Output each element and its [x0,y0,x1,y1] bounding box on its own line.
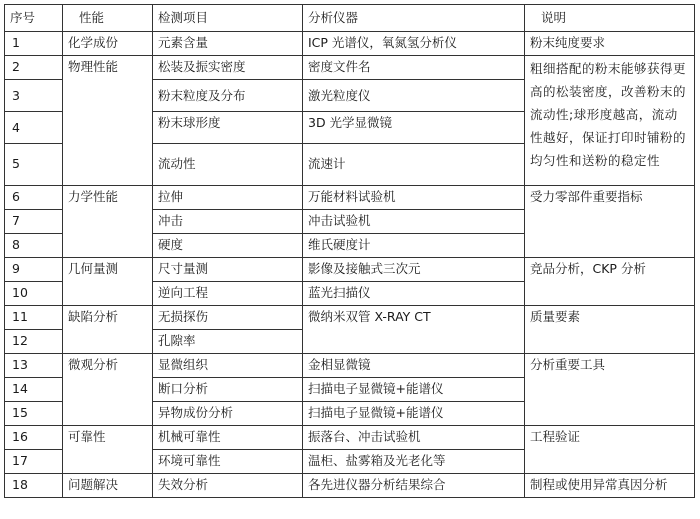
note-cell: 竞品分析，CKP 分析 [525,258,695,306]
table-row [5,306,695,330]
property-cell: 可靠性 [63,426,153,474]
instrument-cell: 维氏硬度计 [303,234,525,258]
instrument-cell: 振落台、冲击试验机 [303,426,525,450]
property-cell: 化学成份 [63,32,153,56]
table-row [5,258,695,282]
row-number: 15 [5,402,63,426]
header-instrument: 分析仪器 [303,5,525,32]
property-cell: 缺陷分析 [63,306,153,354]
instrument-cell: 万能材料试验机 [303,186,525,210]
item-cell: 无损探伤 [153,306,303,330]
instrument-cell: 微纳米双管 X-RAY CT [303,306,525,354]
item-cell: 松装及振实密度 [153,56,303,80]
note-cell: 粗细搭配的粉末能够获得更高的松装密度，改善粉末的流动性;球形度越高，流动性越好，保证打印时铺粉的均匀性和送粉的稳定性 [525,56,695,186]
item-cell: 逆向工程 [153,282,303,306]
note-cell: 分析重要工具 [525,354,695,426]
item-cell: 孔隙率 [153,330,303,354]
item-cell: 元素含量 [153,32,303,56]
performance-testing-table [4,4,695,498]
header-no: 序号 [5,5,63,32]
item-cell: 拉伸 [153,186,303,210]
note-cell: 质量要素 [525,306,695,354]
instrument-cell: 冲击试验机 [303,210,525,234]
instrument-cell: 扫描电子显微镜+能谱仪 [303,378,525,402]
row-number: 16 [5,426,63,450]
table-header-row [5,5,695,32]
table-row [5,354,695,378]
property-cell: 问题解决 [63,474,153,498]
row-number: 18 [5,474,63,498]
row-number: 12 [5,330,63,354]
row-number: 5 [5,144,63,186]
property-cell: 力学性能 [63,186,153,258]
instrument-cell: 金相显微镜 [303,354,525,378]
item-cell: 机械可靠性 [153,426,303,450]
row-number: 11 [5,306,63,330]
item-cell: 异物成份分析 [153,402,303,426]
row-number: 10 [5,282,63,306]
instrument-cell: 密度文件名 [303,56,525,80]
note-cell: 受力零部件重要指标 [525,186,695,258]
row-number: 9 [5,258,63,282]
row-number: 4 [5,112,63,144]
row-number: 2 [5,56,63,80]
instrument-cell: 影像及接触式三次元 [303,258,525,282]
instrument-cell: 各先进仪器分析结果综合 [303,474,525,498]
note-cell: 工程验证 [525,426,695,474]
table-row [5,426,695,450]
header-item: 检测项目 [153,5,303,32]
property-cell: 几何量测 [63,258,153,306]
item-cell: 断口分析 [153,378,303,402]
row-number: 13 [5,354,63,378]
row-number: 7 [5,210,63,234]
header-property: 性能 [63,5,153,32]
instrument-cell: ICP 光谱仪，氧氮氢分析仪 [303,32,525,56]
instrument-cell: 3D 光学显微镜 [303,112,525,144]
row-number: 1 [5,32,63,56]
property-cell: 物理性能 [63,56,153,186]
row-number: 3 [5,80,63,112]
instrument-cell: 温柜、盐雾箱及光老化等 [303,450,525,474]
row-number: 17 [5,450,63,474]
item-cell: 硬度 [153,234,303,258]
row-number: 6 [5,186,63,210]
instrument-cell: 扫描电子显微镜+能谱仪 [303,402,525,426]
instrument-cell: 流速计 [303,144,525,186]
table-row [5,32,695,56]
table-row [5,186,695,210]
table-row [5,474,695,498]
instrument-cell: 激光粒度仪 [303,80,525,112]
header-note: 说明 [525,5,695,32]
item-cell: 环境可靠性 [153,450,303,474]
item-cell: 失效分析 [153,474,303,498]
note-cell: 制程或使用异常真因分析 [525,474,695,498]
row-number: 14 [5,378,63,402]
item-cell: 冲击 [153,210,303,234]
table-row [5,56,695,80]
row-number: 8 [5,234,63,258]
performance-testing-table-container [4,4,695,498]
property-cell: 微观分析 [63,354,153,426]
item-cell: 显微组织 [153,354,303,378]
item-cell: 流动性 [153,144,303,186]
item-cell: 粉末粒度及分布 [153,80,303,112]
instrument-cell: 蓝光扫描仪 [303,282,525,306]
note-cell: 粉末纯度要求 [525,32,695,56]
item-cell: 粉末球形度 [153,112,303,144]
item-cell: 尺寸量测 [153,258,303,282]
